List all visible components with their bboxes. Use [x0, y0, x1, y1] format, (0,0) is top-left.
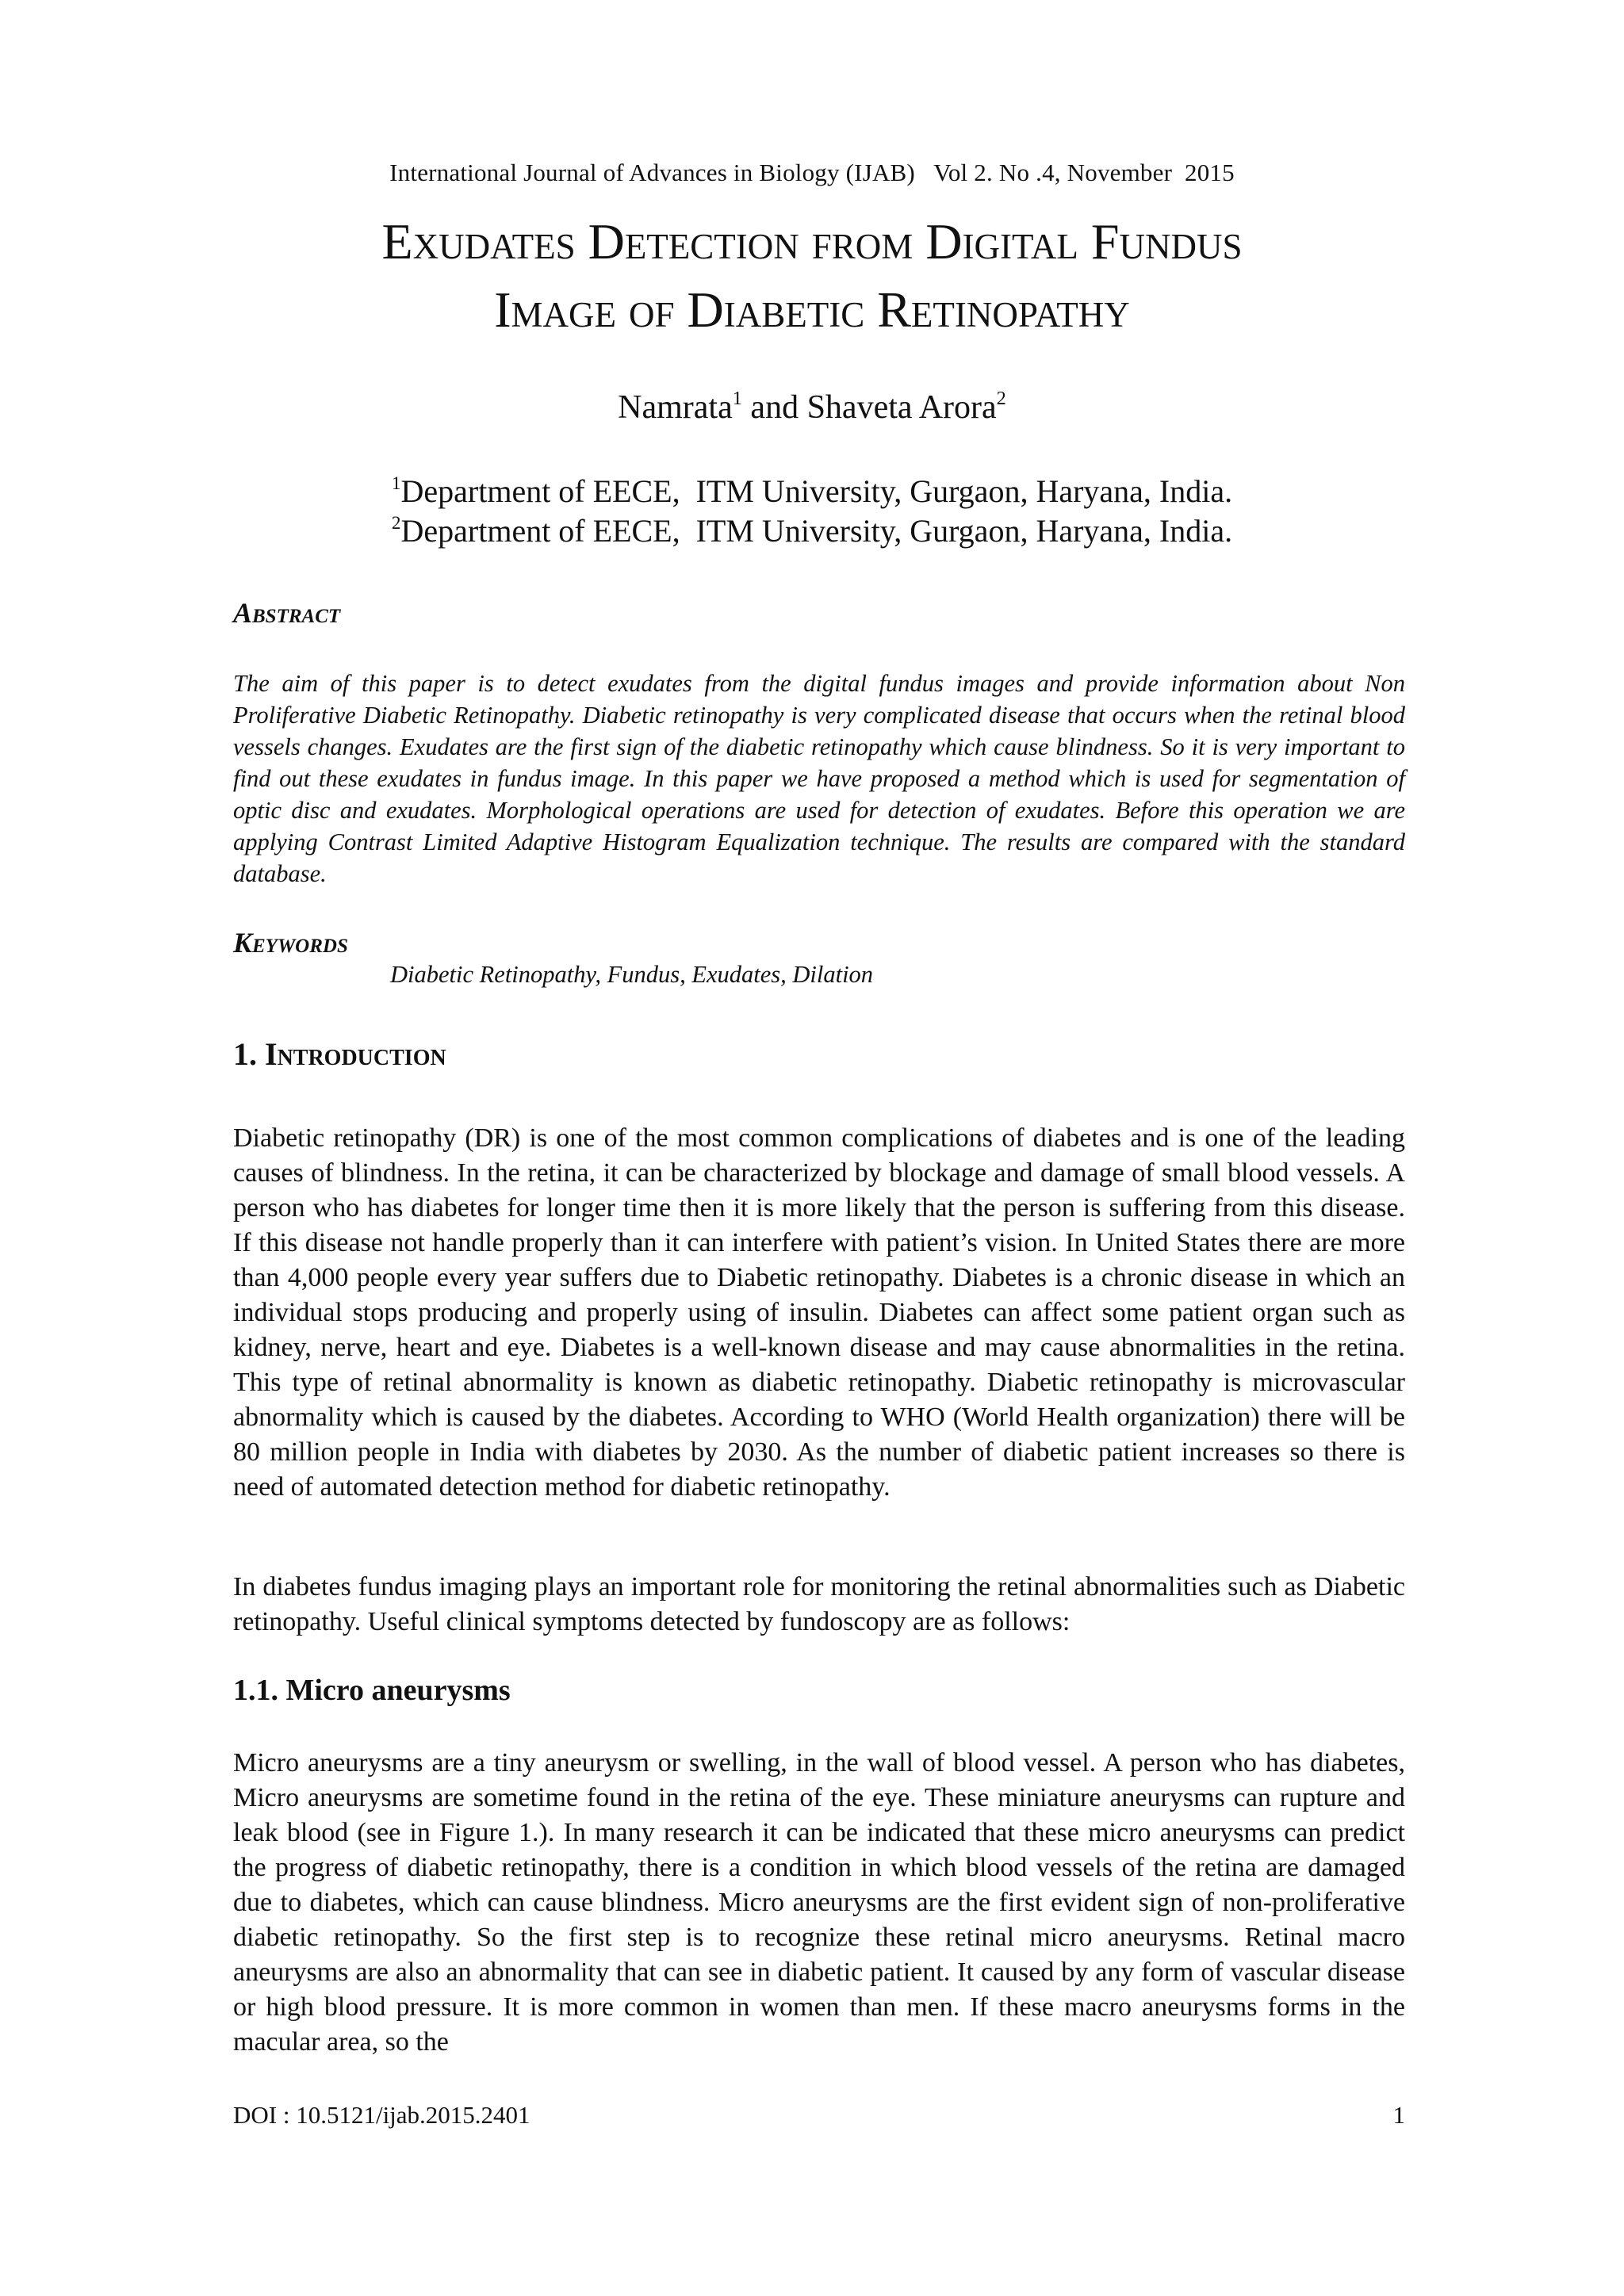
- author-1: Namrata: [618, 389, 733, 426]
- author-list: [0, 388, 1624, 427]
- author-2-affil: 2: [996, 387, 1006, 409]
- title-line-1: Exudates Detection from Digital Fundus: [381, 213, 1243, 270]
- affiliation-2-mark: 2: [391, 512, 401, 534]
- affiliation-1: [0, 473, 1624, 510]
- paper-title: [198, 208, 1426, 344]
- abstract-heading: Abstract: [233, 597, 341, 629]
- affiliation-1-text: Department of EECE, ITM University, Gurgaon, Haryana, India.: [400, 473, 1233, 509]
- page-number: 1: [1392, 2101, 1405, 2129]
- author-1-affil: 1: [732, 387, 742, 409]
- subsection-heading-micro-aneurysms: 1.1. Micro aneurysms: [233, 1674, 511, 1707]
- keywords-heading: Keywords: [233, 927, 348, 959]
- intro-paragraph-1: Diabetic retinopathy (DR) is one of the most common complications of diabetes and is one of the leading causes of blindness. In the retina, it can be characterized by blockage and damage of small blood vessels. A person who has diabetes for longer time then it is more likely that the person is suffering from this disease. If this disease not handle properly than it can interfere with patient’s vision. In United States there are more than 4,000 people every year suffers due to Diabetic retinopathy. Diabetes is a chronic disease in which an individual stops producing and properly using of insulin. Diabetes can affect some patient organ such as kidney, nerve, heart and eye. Diabetes is a well-known disease and may cause abnormalities in the retina. This type of retinal abnormality is known as diabetic retinopathy. Diabetic retinopathy is microvascular abnormality which is caused by the diabetes. According to WHO (World Health organization) there will be 80 million people in India with diabetes by 2030. As the number of diabetic patient increases so there is need of automated detection method for diabetic retinopathy.: [233, 1123, 1405, 1502]
- intro-paragraph-2: In diabetes fundus imaging plays an important role for monitoring the retinal abnormalities such as Diabetic retinopathy. Useful clinical symptoms detected by fundoscopy are as follows:: [233, 1572, 1405, 1636]
- affiliation-1-mark: 1: [391, 473, 401, 494]
- abstract-text: The aim of this paper is to detect exudates from the digital fundus images and provide information about Non Proliferative Diabetic Retinopathy. Diabetic retinopathy is very complicated disease that occurs when the retinal blood vessels changes. Exudates are the first sign of the diabetic retinopathy which cause blindness. So it is very important to find out these exudates in fundus image. In this paper we have proposed a method which is used for segmentation of optic disc and exudates. Morphological operations are used for detection of exudates. Before this operation we are applying Contrast Limited Adaptive Histogram Equalization technique. The results are compared with the standard database.: [233, 670, 1405, 887]
- title-line-2: Image of Diabetic Retinopathy: [494, 281, 1130, 338]
- affiliation-2: [0, 512, 1624, 549]
- micro-aneurysms-paragraph: Micro aneurysms are a tiny aneurysm or swelling, in the wall of blood vessel. A person who has diabetes, Micro aneurysms are sometime found in the retina of the eye. These miniature aneurysms can rupture and leak blood (see in Figure 1.). In many research it can be indicated that these micro aneurysms can predict the progress of diabetic retinopathy, there is a condition in which blood vessels of the retina are damaged due to diabetes, which can cause blindness. Micro aneurysms are the first evident sign of non-proliferative diabetic retinopathy. So the first step is to recognize these retinal micro aneurysms. Retinal macro aneurysms are also an abnormality that can see in diabetic patient. It caused by any form of vascular disease or high blood pressure. It is more common in women than men. If these macro aneurysms forms in the macular area, so the: [233, 1748, 1405, 2057]
- journal-header: International Journal of Advances in Biology (IJAB) Vol 2. No .4, November 2015: [389, 159, 1235, 186]
- author-2: Shaveta Arora: [806, 389, 997, 426]
- footer-doi: DOI : 10.5121/ijab.2015.2401: [233, 2101, 530, 2129]
- keywords-text: Diabetic Retinopathy, Fundus, Exudates, Dilation: [390, 961, 874, 988]
- section-heading-introduction: 1. Introduction: [233, 1036, 446, 1072]
- affiliation-2-text: Department of EECE, ITM University, Gurgaon, Haryana, India.: [400, 513, 1233, 549]
- author-conjunction: and: [741, 389, 807, 426]
